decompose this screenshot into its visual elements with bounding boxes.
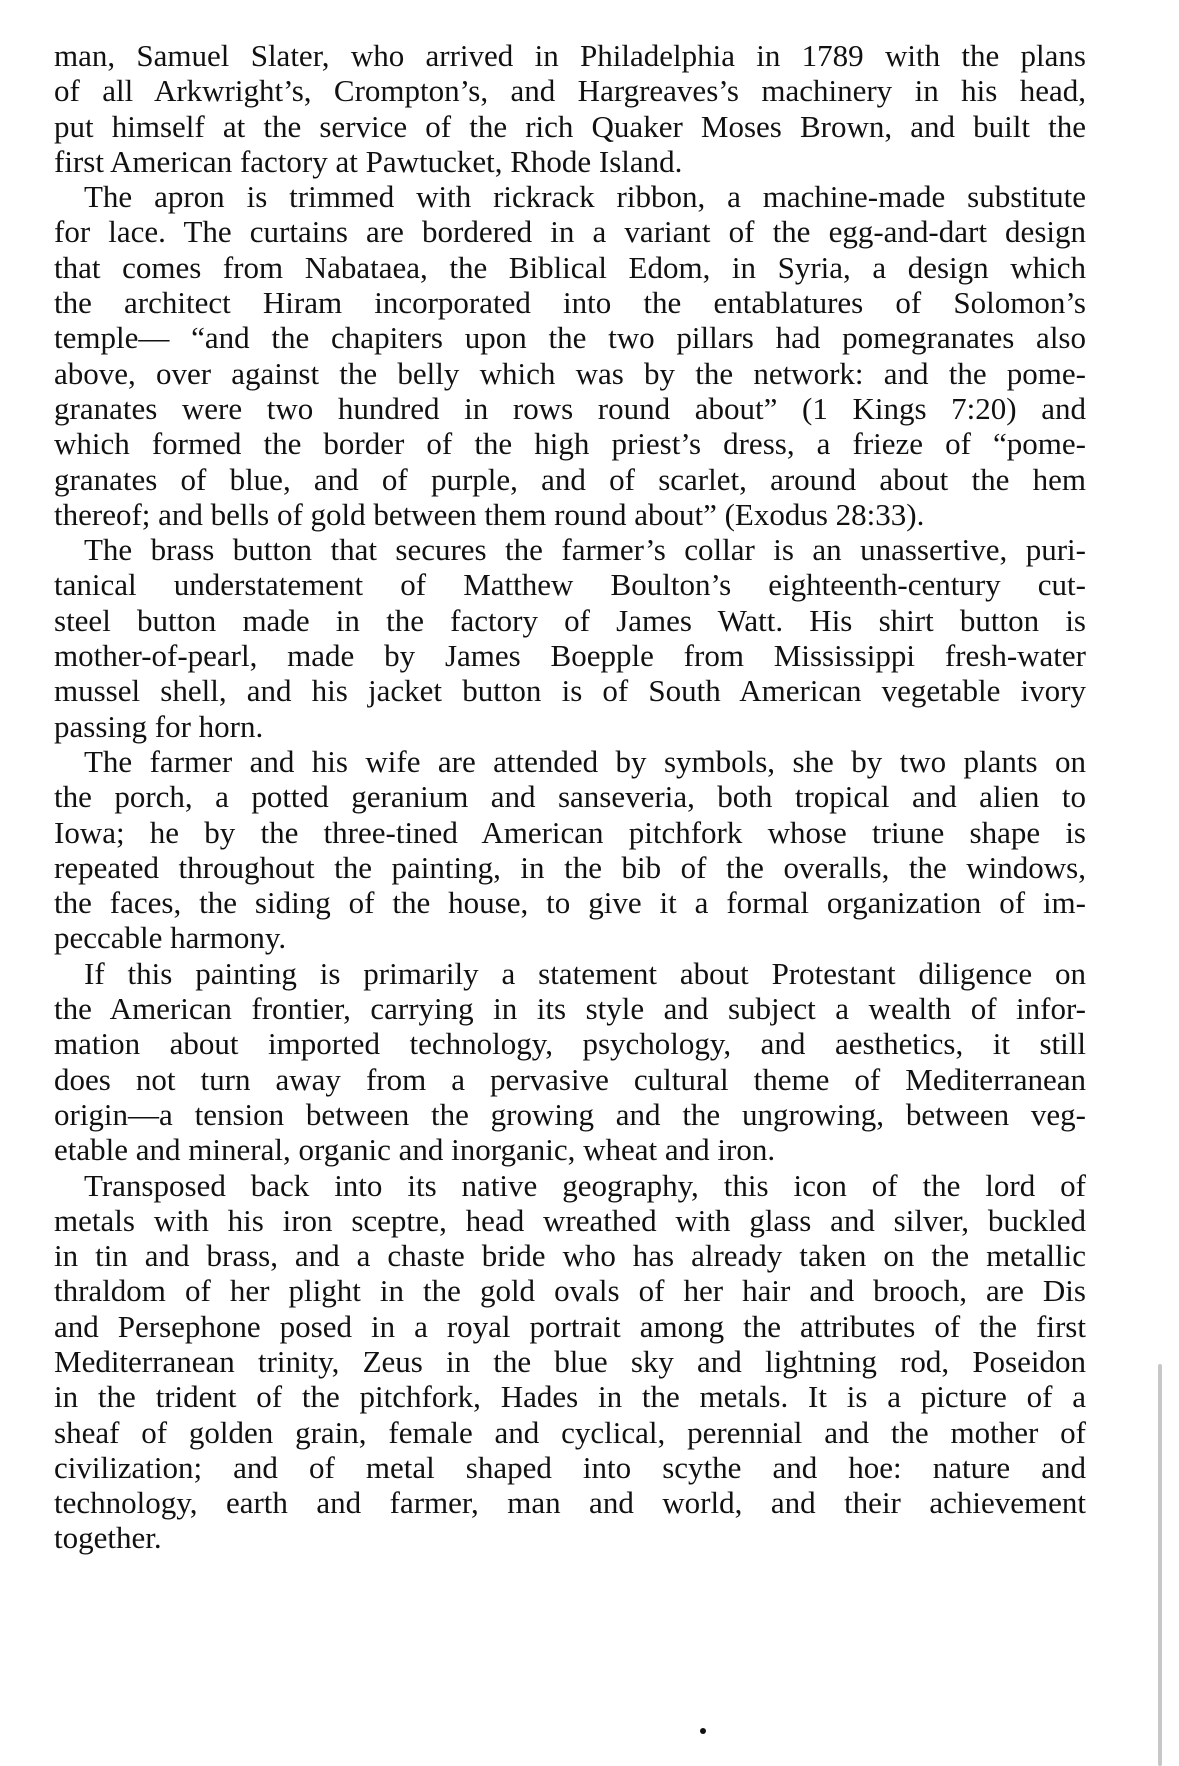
text-line: Mediterranean trinity, Zeus in the blue sky and lightning rod, Poseidon — [54, 1343, 1086, 1379]
text-line: sheaf of golden grain, female and cyclical, perennial and the mother of — [54, 1414, 1086, 1450]
text-line: the American frontier, carrying in its style and subject a wealth of infor- — [54, 991, 1086, 1027]
text-line: in the trident of the pitchfork, Hades in the metals. It is a picture of a — [54, 1379, 1086, 1415]
text-line: for lace. The curtains are bordered in a variant of the egg-and-dart design — [54, 214, 1086, 250]
text-line: in tin and brass, and a chaste bride who has already taken on the metallic — [54, 1238, 1086, 1274]
text-line: repeated throughout the painting, in the bib of the overalls, the windows, — [54, 849, 1086, 885]
text-line: first American factory at Pawtucket, Rhode Island. — [54, 143, 683, 179]
text-line: steel button made in the factory of James Watt. His shirt button is — [54, 602, 1086, 638]
paragraph-1 — [54, 38, 1086, 179]
text-line: civilization; and of metal shaped into scythe and hoe: nature and — [54, 1449, 1086, 1485]
text-line: the porch, a potted geranium and sanseveria, both tropical and alien to — [54, 779, 1086, 815]
text-line: passing for horn. — [54, 708, 264, 744]
text-line: granates were two hundred in rows round about” (1 Kings 7:20) and — [54, 390, 1086, 426]
text-line: origin—a tension between the growing and the ungrowing, between veg- — [54, 1096, 1086, 1132]
text-line: The brass button that secures the farmer’s collar is an unassertive, puri- — [84, 532, 1086, 568]
paragraph-3 — [54, 532, 1086, 744]
scrollbar-thumb[interactable] — [1158, 1364, 1162, 1766]
text-line: which formed the border of the high priest’s dress, a frieze of “pome- — [54, 426, 1086, 462]
paragraph-4 — [54, 744, 1086, 956]
text-line: thereof; and bells of gold between them round about” (Exodus 28:33). — [54, 496, 925, 532]
text-line: of all Arkwright’s, Crompton’s, and Hargreaves’s machinery in his head, — [54, 73, 1086, 109]
text-line: the faces, the siding of the house, to give it a formal organization of im- — [54, 885, 1086, 921]
text-line: together. — [54, 1520, 162, 1556]
text-line: Iowa; he by the three-tined American pitchfork whose triune shape is — [54, 814, 1086, 850]
text-line: The apron is trimmed with rickrack ribbon, a machine-made substitute — [84, 179, 1086, 215]
text-line: temple— “and the chapiters upon the two pillars had pomegranates also — [54, 320, 1086, 356]
text-line: does not turn away from a pervasive cultural theme of Mediterranean — [54, 1061, 1086, 1097]
text-line: The farmer and his wife are attended by symbols, she by two plants on — [84, 743, 1086, 779]
text-line: above, over against the belly which was by the network: and the pome- — [54, 355, 1086, 391]
text-line: tanical understatement of Matthew Boulton’s eighteenth-century cut- — [54, 567, 1086, 603]
paragraph-2 — [54, 179, 1086, 532]
text-line: etable and mineral, organic and inorganic, wheat and iron. — [54, 1132, 776, 1168]
document-body — [54, 38, 1086, 1556]
text-line: mation about imported technology, psychology, and aesthetics, it still — [54, 1026, 1086, 1062]
text-line: mussel shell, and his jacket button is of South American vegetable ivory — [54, 673, 1086, 709]
text-line: and Persephone posed in a royal portrait among the attributes of the first — [54, 1308, 1086, 1344]
text-line: technology, earth and farmer, man and world, and their achievement — [54, 1485, 1086, 1521]
text-line: thraldom of her plight in the gold ovals of her hair and brooch, are Dis — [54, 1273, 1086, 1309]
text-line: metals with his iron sceptre, head wreathed with glass and silver, buckled — [54, 1202, 1086, 1238]
text-line: peccable harmony. — [54, 920, 287, 956]
text-line: granates of blue, and of purple, and of scarlet, around about the hem — [54, 461, 1086, 497]
paragraph-5 — [54, 956, 1086, 1168]
text-line: Transposed back into its native geography, this icon of the lord of — [84, 1167, 1086, 1203]
text-line: the architect Hiram incorporated into the entablatures of Solomon’s — [54, 285, 1086, 321]
text-line: mother-of-pearl, made by James Boepple from Mississippi fresh-water — [54, 638, 1086, 674]
ink-speck — [700, 1728, 706, 1734]
paragraph-6 — [54, 1168, 1086, 1556]
text-line: man, Samuel Slater, who arrived in Philadelphia in 1789 with the plans — [54, 38, 1086, 73]
text-line: If this painting is primarily a statement about Protestant diligence on — [84, 955, 1086, 991]
text-line: put himself at the service of the rich Quaker Moses Brown, and built the — [54, 108, 1086, 144]
text-line: that comes from Nabataea, the Biblical Edom, in Syria, a design which — [54, 249, 1086, 285]
